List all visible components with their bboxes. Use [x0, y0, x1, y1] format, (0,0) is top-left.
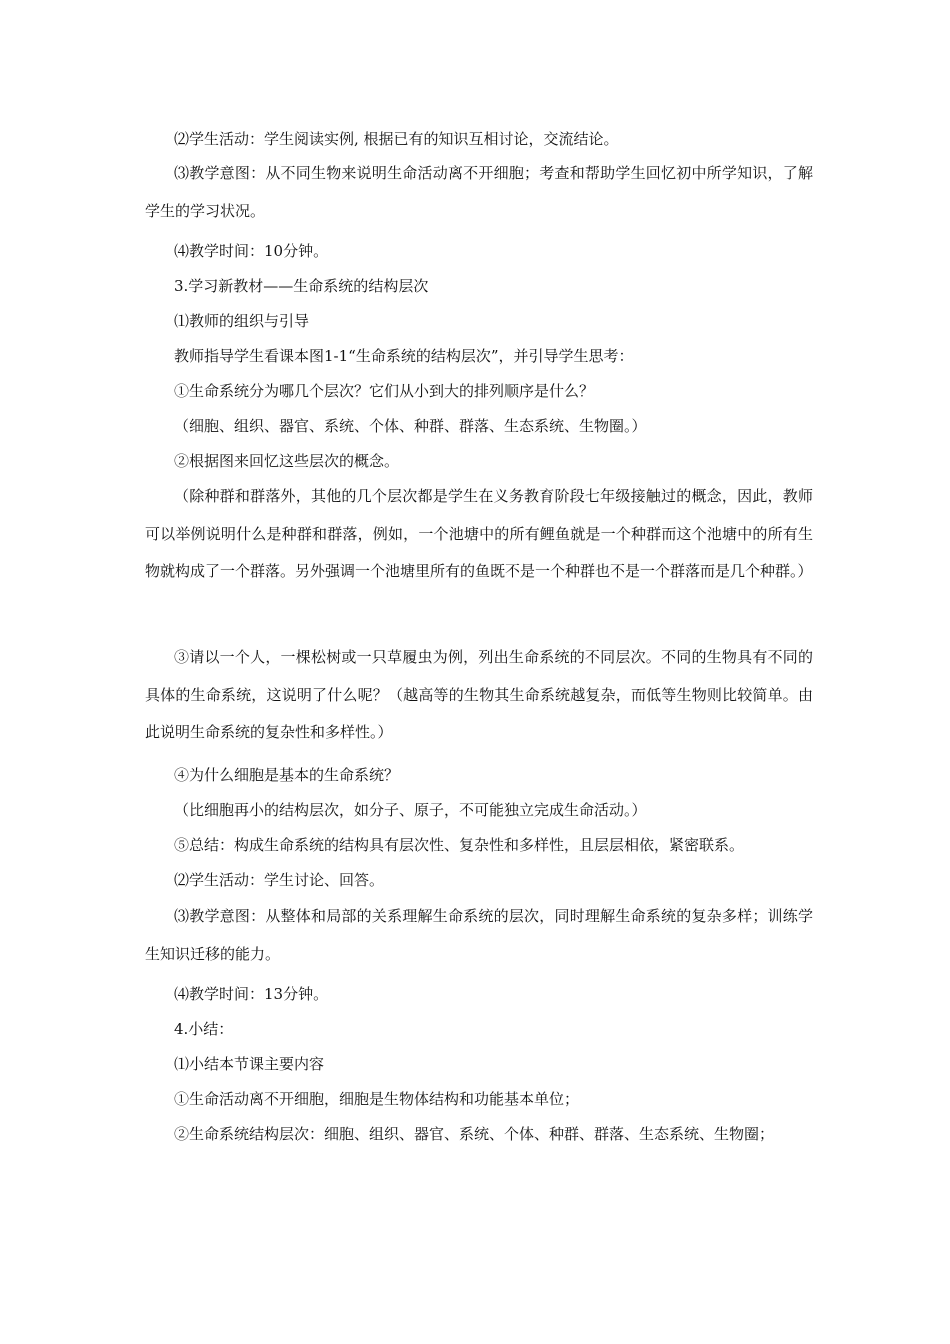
section-heading: 3.学习新教材——生命系统的结构层次: [174, 277, 429, 295]
answer-note: （细胞、组织、器官、系统、个体、种群、群落、生态系统、生物圈。）: [174, 417, 647, 435]
paragraph: 教师指导学生看课本图1-1“生命系统的结构层次”，并引导学生思考：: [174, 347, 634, 365]
paragraph: ⑴教师的组织与引导: [174, 312, 310, 330]
summary-item: ②生命系统结构层次：细胞、组织、器官、系统、个体、种群、群落、生态系统、生物圈；: [174, 1125, 775, 1143]
answer-note: （除种群和群落外，其他的几个层次都是学生在义务教育阶段七年级接触过的概念，因此，教师可以举例说明什么是种群和群落，例如，一个池塘中的所有鲤鱼就是一个种群而这个池塘中的所有生物就构成了一个群落。另外强调一个池塘里所有的鱼既不是一个种群也不是一个群落而是几个种群。）: [145, 487, 813, 580]
question-item: ③请以一个人，一棵松树或一只草履虫为例，列出生命系统的不同层次。不同的生物具有不同的具体的生命系统，这说明了什么呢？（越高等的生物其生命系统越复杂，而低等生物则比较简单。由此说明生命系统的复杂性和多样性。）: [145, 648, 813, 741]
paragraph: ⑷教学时间：13分钟。: [174, 985, 329, 1003]
question-item: ①生命系统分为哪几个层次？它们从小到大的排列顺序是什么？: [174, 382, 595, 400]
question-item: ④为什么细胞是基本的生命系统？: [174, 766, 400, 784]
paragraph: ⑷教学时间：10分钟。: [174, 242, 329, 260]
paragraph: ⑵学生活动：学生阅读实例, 根据已有的知识互相讨论，交流结论。: [174, 130, 619, 148]
section-heading: 4.小结：: [174, 1020, 234, 1038]
summary-item: ⑤总结：构成生命系统的结构具有层次性、复杂性和多样性，且层层相依，紧密联系。: [174, 836, 745, 854]
summary-item: ①生命活动离不开细胞，细胞是生物体结构和功能基本单位；: [174, 1090, 580, 1108]
paragraph: ⑶教学意图：从整体和局部的关系理解生命系统的层次，同时理解生命系统的复杂多样；训练学生知识迁移的能力。: [145, 907, 813, 963]
paragraph: ⑵学生活动：学生讨论、回答。: [174, 871, 385, 889]
question-item: ②根据图来回忆这些层次的概念。: [174, 452, 400, 470]
answer-note: （比细胞再小的结构层次，如分子、原子，不可能独立完成生命活动。）: [174, 801, 647, 819]
paragraph: ⑴小结本节课主要内容: [174, 1055, 325, 1073]
paragraph: ⑶教学意图：从不同生物来说明生命活动离不开细胞；考查和帮助学生回忆初中所学知识，了解学生的学习状况。: [145, 164, 813, 220]
